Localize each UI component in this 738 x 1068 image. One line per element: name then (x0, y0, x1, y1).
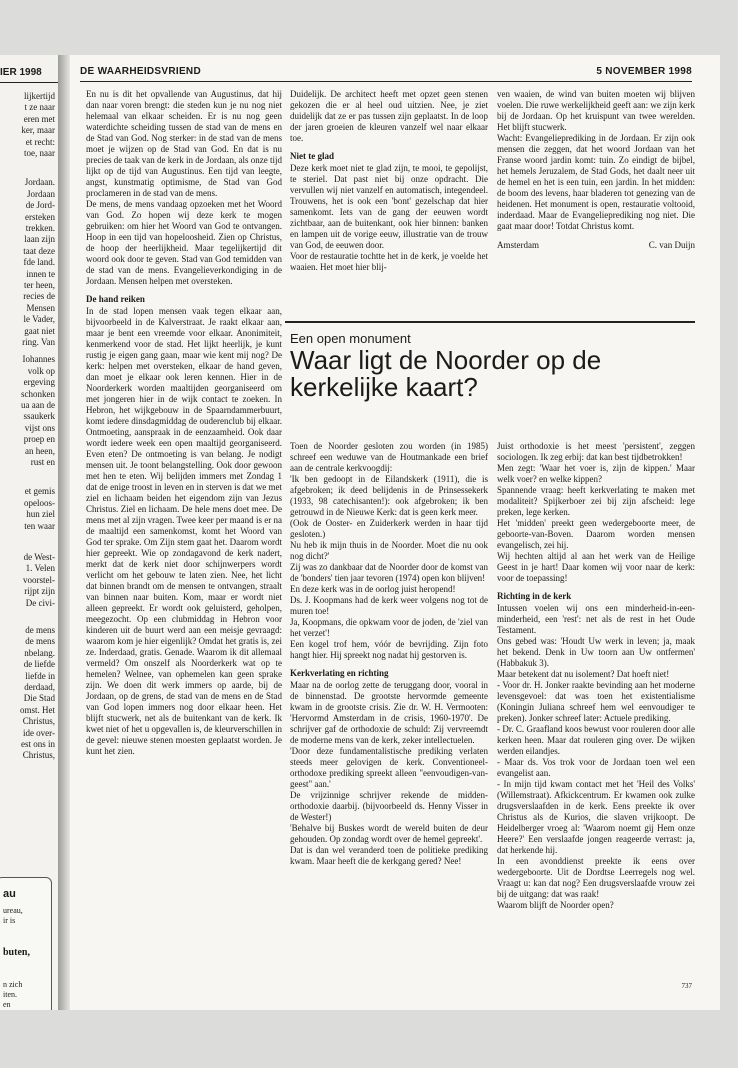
previous-page-text-fragment: Jordaan (27, 188, 55, 199)
column-5 (497, 441, 695, 911)
previous-page-text-fragment: taat deze (23, 245, 55, 256)
previous-page-text-fragment: volk op (27, 365, 55, 376)
column-1 (86, 89, 282, 757)
previous-page-text-fragment: ten waar (24, 520, 55, 531)
paragraph: Zij was zo dankbaar dat de Noorder door de komst van de 'bonders' tien jaar tevoren (1974) open kon blijven! (290, 562, 488, 583)
previous-page-text-fragment: ua aan de (21, 400, 55, 410)
previous-page-text-fragment: proep en (23, 434, 55, 445)
previous-page-text-fragment: innen te (26, 268, 55, 279)
box-line: ir is (3, 916, 16, 925)
paragraph: (Ook de Ooster- en Zuiderkerk werden in haar tijd gesloten.) (290, 518, 488, 539)
paragraph: In een avonddienst preekte ik eens over wedergeboorte. Uit de Dordtse Leerregels nog wel. Vraagt u: kan dat nog? Een drugsverslaafde vrouw zei bij de uitgang: dat was raak! (497, 856, 695, 899)
previous-page-text-fragment: omst. Het (20, 704, 55, 715)
previous-page-text-fragment: de West- (23, 552, 55, 562)
paragraph: - Dr. C. Graafland koos bewust voor rouleren door alle kerken heen. Maar dat rouleren ging over. De wijken werden eilandjes. (497, 724, 695, 756)
previous-page-text-fragment: De civi- (25, 597, 55, 608)
previous-page-text-fragment: recies de (23, 291, 55, 302)
previous-page-text-fragment: ersteken (25, 211, 55, 222)
previous-page-text-fragment: laan zijn (24, 234, 55, 245)
paragraph: 'Door deze fundamentalistische prediking verlaten steeds meer gelovigen de kerk. Conventioneel-orthodoxe prediking spreekt alleen "eenvoudigen-van-geest" aan.' (290, 746, 488, 789)
previous-page-text-fragment: ide over- (22, 727, 55, 738)
paragraph: Duidelijk. De architect heeft met opzet geen stenen gekozen die er al heel oud uitzien. Nee, je ziet duidelijk dat ze er pas tussen zijn geplaatst. In de loop der jaren groeien de kleuren vanzelf wel naar elkaar toe. (290, 89, 488, 143)
column-2 (290, 89, 488, 273)
box-line: n zich (3, 980, 23, 989)
paragraph: De mens, de mens vandaag opzoeken met het Woord van God. Zo hopen wij deze kerk te mogen gebruiken: om hier het Woord van God te ontvangen. Hoop in een tijd van hopeloosheid. Zien op Christus, de hoop der heerlijkheid. Maar tegelijkertijd dit woord ook door te geven. Stad van God temidden van de stad van de mens. Evangelieverkondiging in de Jordaan. Mensen helpen met oversteken. (86, 199, 282, 286)
previous-page-text-fragment: toe, naar (24, 148, 55, 158)
paragraph: Dat is dan wel veranderd toen de politieke prediking kwam. Maar heeft die de kerkgang gered? Nee! (290, 845, 488, 866)
previous-page-text-fragment: vijst ons (24, 422, 55, 433)
paragraph: Deze kerk moet niet te glad zijn, te mooi, te gepolijst, te steriel. Dat past niet bij onze opdracht. Die vervullen wij niet vanzelf en automatisch, integendeel. Trouwens, het is ook een 'bont' gezelschap dat hier samenkomt. Iets van de gang der eeuwen wordt zichtbaar, aan de buitenkant, ook hier binnen: banken en lampen uit de vorige eeuw, illustratie van de trouw van God, de eeuwen door. (290, 163, 488, 250)
previous-page-box (0, 877, 52, 1010)
header-rule (80, 81, 692, 82)
paragraph: Nu heb ik mijn thuis in de Noorder. Moet die nu ook nog dicht?' (290, 540, 488, 561)
paragraph: Spannende vraag: heeft kerkverlating te maken met modaliteit? Spijkerboer zei bij zijn afscheid: lege preken, lege kerken. (497, 485, 695, 517)
previous-page-header: IER 1998 (0, 67, 42, 78)
previous-page-text-fragment: hun ziel (26, 509, 55, 520)
page-number: 737 (681, 982, 692, 990)
previous-page-text-fragment: ker, maar (21, 125, 55, 136)
publication-date: 5 NOVEMBER 1998 (596, 66, 692, 77)
previous-page-text-fragment: le Vader, (23, 314, 55, 325)
paragraph: Toen de Noorder gesloten zou worden (in 1985) schreef een weduwe van de Houtmankade een brief aan de centrale kerkvoogdij: (290, 441, 488, 473)
previous-page-text-fragment: voorstel- (23, 574, 55, 585)
previous-page-text-fragment: rijpt zijn (24, 586, 55, 597)
box-text (3, 906, 51, 1010)
box-line: buten, (3, 947, 30, 958)
previous-page-text-fragment: gaat niet (24, 325, 55, 336)
paragraph: Maar betekent dat nu isolement? Dat hoeft niet! (497, 669, 670, 679)
article-kicker: Een open monument (290, 331, 411, 346)
previous-page-text-fragment: trekken. (25, 223, 55, 233)
paragraph: - Maar ds. Vos trok voor de Jordaan toen wel een evangelist aan. (497, 757, 695, 778)
box-line: iten. (3, 990, 17, 999)
box-line: ureau, (3, 906, 23, 915)
paragraph: De vrijzinnige schrijver rekende de midden-orthodoxie daarbij. (bijvoorbeeld ds. Henny Visser in de Wester!) (290, 790, 488, 822)
paragraph: Een kogel trof hem, vóór de bevrijding. Zijn foto hangt hier. Hij spreekt nog nadat hij gestorven is. (290, 639, 488, 660)
previous-page-text-fragment: t ze naar (24, 102, 55, 113)
article-headline: Waar ligt de Noorder op de kerkelijke kaart? (290, 345, 602, 402)
previous-page-text-fragment: ergeving (23, 377, 55, 388)
previous-page-text-fragment: Iohannes (22, 354, 55, 365)
previous-page-text-fragment: opeloos- (24, 497, 55, 508)
article-divider (285, 321, 695, 323)
newspaper-page (70, 55, 720, 1010)
paragraph: Intussen voelen wij ons een minderheid-in-een-minderheid, een 'rest': net als de rest in het Oude Testament. (497, 603, 695, 635)
paragraph: Ons gebed was: 'Houdt Uw werk in leven; ja, maak het bekend. Denk in Uw toorn aan Uw ontfermen' (Habbakuk 3). (497, 636, 695, 668)
previous-page-text-fragment: an heen, (25, 445, 55, 456)
previous-page-text-fragment: derdaad, (24, 682, 55, 692)
previous-page-text-fragment: ter heen, (24, 280, 55, 290)
previous-page-text-fragment: de mens (25, 636, 55, 647)
previous-page-text-fragment: Mensen (26, 302, 55, 313)
paragraph: ven waaien, de wind van buiten moeten wij blijven voelen. Die ruwe werkelijkheid geeft aan: we zijn kerk bij de Jordaan. Op het kruispunt van twee werelden. Het blijft stucwerk. (497, 89, 695, 132)
previous-page-text-fragment: de liefde (23, 659, 55, 670)
previous-page-text-fragment: de mens (25, 625, 55, 635)
subheading-kerkverlating: Kerkverlating en richting (290, 668, 389, 678)
paragraph: Men zegt: 'Waar het voer is, zijn de kippen.' Maar welk voer? en welke kippen? (497, 463, 695, 484)
previous-page-text-fragment: Christus, (22, 750, 55, 761)
signature (497, 240, 695, 251)
column-3 (497, 89, 695, 251)
paragraph: En nu is dit het opvallende van Augustinus, dat hij dan naar voren brengt: die steden kun je nu nog niet helemaal van elkaar scheiden. Er is nu nog geen waterdichte scheiding tussen de stad van de mens en de Stad van God. Nog sterker: in de stad van de mens moet je wijzen op de Stad van God. En dat is nu precies de taak van de kerk in de Jordaan, als onze tijd lijkt op de tijd van Augustinus. Een tijd van leegte, angst, kunstmatig optimisme, de Stad van God proclameren in de stad van de mens. (86, 89, 282, 198)
paragraph: Ds. J. Koopmans had de kerk weer volgens nog tot de muren toe! (290, 595, 488, 616)
previous-page-text-fragment: de Jord- (25, 200, 55, 211)
previous-page-text-fragment: Jordaan. (24, 177, 55, 188)
paragraph: Het 'midden' preekt geen wedergeboorte meer, de geboorte-van-Boven. Daarom worden mensen evangelisch, zei hij. (497, 518, 695, 550)
subheading-de-hand-reiken: De hand reiken (86, 294, 145, 304)
previous-page-text-fragment: nbelang. (24, 647, 55, 658)
paragraph: - In mijn tijd kwam contact met het 'Heil des Volks' (Willemstraat). Afkickcentrum. Er kwamen ook zulke drugsverslaafden in de kerk. Eens preekte ik over Christus als de Kurios, die slaven vrijkoopt. De Heidelberger vroeg al: 'Waarom noemt gij Hem onze Heere?' Een verslaafde jongen reageerde verrast: ja, dat herkende hij. (497, 779, 695, 855)
binding-fold (58, 55, 70, 1010)
previous-page-rule (0, 82, 58, 83)
paragraph: - Voor dr. H. Jonker raakte bevinding aan het moderne levensgevoel: dat was toen het existentialisme (Koningin Juliana schreef hem wel eenvoudiger te preken). Jonker schreef later: Actuele prediking. (497, 680, 695, 723)
paragraph: Ja, Koopmans, die opkwam voor de joden, de 'ziel van het verzet'! (290, 617, 488, 638)
paragraph: In de stad lopen mensen vaak tegen elkaar aan, bijvoorbeeld in de Kalverstraat. Je raakt elkaar aan, maar je bent een vreemde voor elkaar. Anonimiteit, kenmerkend voor de stad. Het lijkt heerlijk, je kunt rustig je eigen gang gaan, maar wie kent mij nog? De kerk: helpen met oversteken, elkaar de hand geven, dan moet je elkaar ook leren kennen. Hier in de Noorderkerk worden maaltijden georganiseerd om met jongeren hier in de wijk contact te zoeken. In Hebron, het wijkgebouw in de Spaarndammerbuurt, komt iedere dinsdagmiddag de ouderenclub bij elkaar. Ontmoeting, aanspraak in de eenzaamheid. Ook daar wordt iedere week een open maaltijd georganiseerd. Even eten? De ontmoeting is van belang. Je nodigt mensen uit. Je toont belangstelling. Ook door gewoon met hen te eten. Wij belijden immers met Zondag 1 dat de enige troost in leven en in sterven is dat we met ziel en lichaam beiden het eigendom zijn van Jezus Christus. Ziel en lichaam. De hele mens doet mee. De mens met al zijn vragen. Twee keer per maand is er na de maaltijd een samenkomst, komt het Woord van God ter sprake. Om Zijn stem gaat het. Daarom wordt hier gepreekt. Wie op zondagavond de kerk nadert, merkt dat de kerk niet door schijnwerpers wordt verlicht om het gebouw te laten zien. Nee, het licht dat binnen brandt om de mensen te ontvangen, straalt van binnen naar buiten. Kom, maar er wordt niet alleen gepreekt. Er wordt ook geluisterd, geholpen, meegezocht. Op een clubmiddag in Hebron voor kinderen uit de buurt werd aan een meisje gevraagd: waarom kom je hier eigenlijk? Omdat het gratis is, zei ze. Inderdaad, gratis. Genade. Waarom ik dit allemaal vermeld? Om onszelf als Noorderkerk wat op te hemelen? Welnee, van ophemelen kan geen sprake zijn. We doen dit werk immers op aarde, bij de Jordaan, op de grens, de stad van de mens en de Stad van God lopen immers nog door elkaar heen. Het blijft stucwerk, net als de buitenkant van de kerk. Ik kwet niet of het u opgevallen is, de kleurverschillen in de gevel: nieuwe stenen moesten geplaatst worden. Je kunt het zien. (86, 306, 282, 756)
previous-page-text-fragment: schonken (21, 388, 55, 399)
previous-page-text-fragment: eren met (23, 113, 55, 124)
paragraph: 'Ik ben gedoopt in de Eilandskerk (1911), die is afgebroken; ik deed belijdenis in de Prinsessekerk (1933, 98 catechisanten!): ook afgebroken; ik ben getrouwd in de Nieuwe Kerk: dat is geen kerk meer. (290, 474, 488, 517)
previous-page-text-fragment: lijkertijd (24, 91, 55, 101)
paragraph: En deze kerk was in de oorlog juist heropend! (290, 584, 456, 594)
previous-page-text-fragment: Christus, (22, 716, 55, 727)
previous-page-edge (0, 55, 58, 1010)
paragraph: Voor de restauratie tochtte het in de kerk, je voelde het waaien. Het moet hier blij- (290, 251, 488, 272)
box-line: en (3, 1000, 11, 1009)
signature-place: Amsterdam (497, 240, 539, 250)
previous-page-text-fragment: Die Stad (23, 693, 55, 704)
paragraph: Wij hechten altijd al aan het werk van de Heilige Geest in je hart! Daar komen wij voor naar de kerk: voor de toepassing! (497, 551, 695, 583)
previous-page-text-fragment: fde land. (23, 257, 55, 268)
box-title: au (3, 888, 16, 900)
signature-author: C. van Duijn (648, 240, 695, 250)
previous-page-text-fragment: ring. Van (22, 337, 55, 347)
previous-page-text-fragment: liefde in (25, 670, 55, 681)
previous-page-text-fragment: 1. Velen (25, 563, 55, 574)
paragraph: 'Behalve bij Buskes wordt de wereld buiten de deur gehouden. Op zondag wordt over de hemel gepreekt'. (290, 823, 488, 844)
previous-page-text-fragment: et gemis (24, 486, 55, 497)
paragraph: Waarom blijft de Noorder open? (497, 900, 614, 910)
previous-page-text-fragment: est ons in (20, 739, 55, 749)
previous-page-text-fragment: rust en (30, 457, 55, 467)
paragraph: Maar na de oorlog zette de teruggang door, vooral in de binnenstad. De grootste hervormde gemeente kwam in de grootste crisis. Zie dr. W. H. Vermooten: 'Hervormd Amsterdam in de crisis, 1960-1970'. De schrijver gaf de orthodoxie de schuld: Zij vervreemdt de moderne mens van de kerk, zeker intellectuelen. (290, 680, 488, 745)
paragraph: Wacht: Evangelieprediking in de Jordaan. Er zijn ook mensen die zeggen, dat het woord Jordaan van het Franse woord jardin komt: tuin. Zo eindigt de bijbel, het hemels Jeruzalem, de Stad Gods, het daalt neer uit de hemel en het is een tuin, een jardin. In het midden: de boom des levens, haar bladeren tot genezing van de heidenen. Het monument is open, restauratie voltooid, inderdaad. Maar de Evangelieprediking nog niet. Die gaat maar door! Totdat Christus komt. (497, 133, 695, 231)
previous-page-text-fragment: et recht: (25, 136, 55, 147)
column-4 (290, 441, 488, 867)
previous-page-text-fragment: ssaukerk (23, 411, 55, 422)
page-header (80, 66, 692, 77)
subheading-richting-in-de-kerk: Richting in de kerk (497, 591, 572, 601)
subheading-niet-te-glad: Niet te glad (290, 151, 334, 161)
publication-name: DE WAARHEIDSVRIEND (80, 66, 201, 77)
paragraph: Juist orthodoxie is het meest 'persistent', zeggen sociologen. Ik zeg erbij: dat kan best tijdbetrokken! (497, 441, 695, 462)
